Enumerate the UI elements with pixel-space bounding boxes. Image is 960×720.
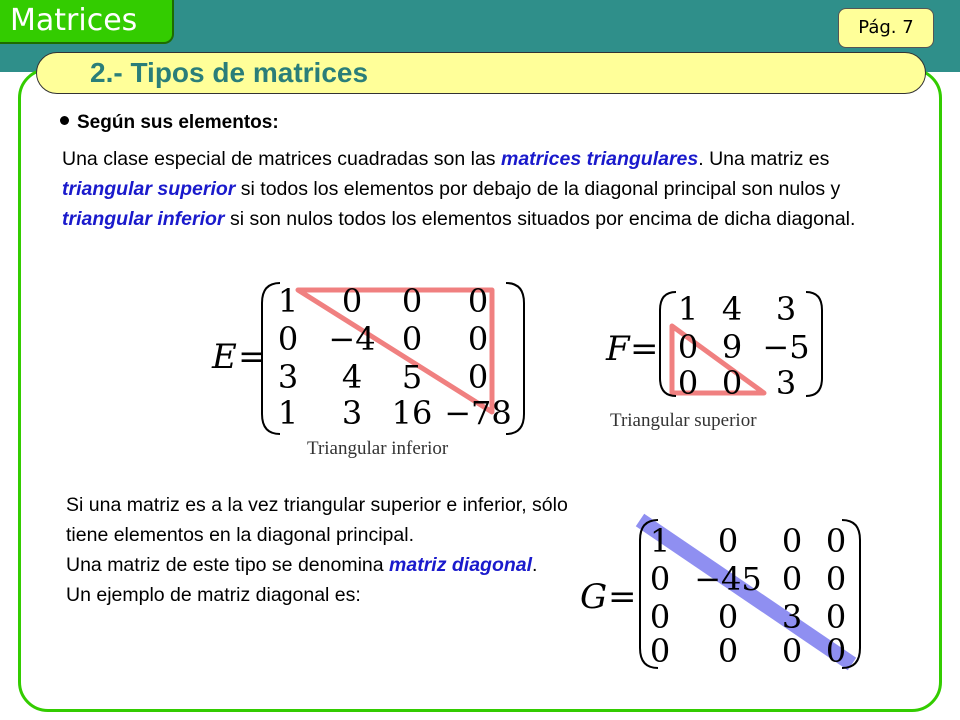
matrix-g-cell: 0 (825, 598, 847, 636)
diagonal-text-3: . (532, 554, 538, 576)
matrix-g-cell: 0 (717, 598, 739, 636)
matrix-e-cell: 5 (401, 358, 423, 396)
intro-text-2: . Una matriz es (698, 148, 830, 170)
bullet-heading-text: Según sus elementos: (77, 112, 279, 133)
matrix-g-equals: = (608, 577, 637, 617)
term-matriz-diagonal: matriz diagonal (389, 554, 533, 576)
matrix-g-label: G (580, 577, 608, 617)
matrix-f-cell: 4 (721, 290, 743, 328)
matrix-e-cell: 0 (277, 320, 299, 358)
matrix-e-cell: 0 (401, 282, 423, 320)
matrix-f-equals: = (630, 329, 659, 369)
matrix-e-cell: 1 (277, 282, 299, 320)
term-triangular-inferior: triangular inferior (62, 208, 225, 230)
matrix-f-cell: 0 (677, 364, 699, 402)
matrix-f-cell: 3 (775, 290, 797, 328)
matrix-e-cell: 3 (341, 394, 363, 432)
matrix-e-cell: 16 (391, 394, 433, 432)
term-triangular-superior: triangular superior (62, 178, 236, 200)
matrix-f-cell: 9 (721, 328, 743, 366)
matrix-g-cell: 0 (825, 632, 847, 670)
matrix-g-cell: −45 (694, 560, 762, 598)
matrix-e-cell: 1 (277, 394, 299, 432)
matrix-e-cell: 0 (341, 282, 363, 320)
matrix-g-cell: 0 (825, 522, 847, 560)
matrix-e-cell: 0 (467, 282, 489, 320)
matrix-e-equals: = (238, 337, 267, 377)
caption-triangular-inferior: Triangular inferior (307, 438, 449, 459)
matrix-g-cell: 0 (781, 560, 803, 598)
matrix-e-cell: −4 (328, 320, 376, 358)
matrix-g-cell: 1 (649, 522, 671, 560)
matrix-g-cell: 0 (649, 560, 671, 598)
matrix-e-cell: 0 (467, 358, 489, 396)
matrix-f-cell: 0 (677, 328, 699, 366)
matrix-f-cell: 1 (677, 290, 699, 328)
matrix-e-label: E (212, 337, 237, 377)
caption-triangular-superior: Triangular superior (610, 410, 757, 431)
intro-text-3: si todos los elementos por debajo de la diagonal principal son nulos y (235, 178, 841, 200)
diagonal-text-1: Si una matriz es a la vez triangular superior e inferior, sólo tiene elementos en la diagonal principal. (66, 494, 568, 546)
section-title: 2.- Tipos de matrices (90, 57, 369, 88)
matrix-f-cell: 3 (775, 364, 797, 402)
matrix-f-label: F (606, 329, 630, 369)
matrix-g-cell: 0 (717, 522, 739, 560)
diagonal-text-2: Una matriz de este tipo se denomina (66, 554, 390, 576)
matrix-g-cell: 3 (781, 598, 803, 636)
matrix-g-cell: 0 (649, 632, 671, 670)
matrix-g-cell: 0 (649, 598, 671, 636)
page-number-badge: Pág. 7 (838, 8, 934, 48)
matrix-g-cell: 0 (781, 522, 803, 560)
matrix-e-cell: 0 (467, 320, 489, 358)
matrix-g-cell: 0 (781, 632, 803, 670)
matrix-f (605, 290, 822, 431)
diagonal-text-4: Un ejemplo de matriz diagonal es: (66, 584, 361, 606)
matrix-f-cell: 0 (721, 364, 743, 402)
matrix-g-cell: 0 (825, 560, 847, 598)
matrix-e-cell: −78 (444, 394, 512, 432)
intro-text-1: Una clase especial de matrices cuadradas son las (62, 148, 501, 170)
matrix-e-cell: 3 (277, 358, 299, 396)
intro-text-4: si son nulos todos los elementos situados por encima de dicha diagonal. (224, 208, 856, 230)
matrix-e-cell: 0 (401, 320, 423, 358)
chapter-tab[interactable]: Matrices (0, 0, 174, 44)
matrix-g-cell: 0 (717, 632, 739, 670)
matrix-e-cell: 4 (341, 358, 363, 396)
matrix-f-cell: −5 (762, 328, 810, 366)
matrix-e (211, 282, 524, 459)
matrix-g (580, 520, 860, 670)
term-matrices-triangulares: matrices triangulares (500, 148, 699, 170)
